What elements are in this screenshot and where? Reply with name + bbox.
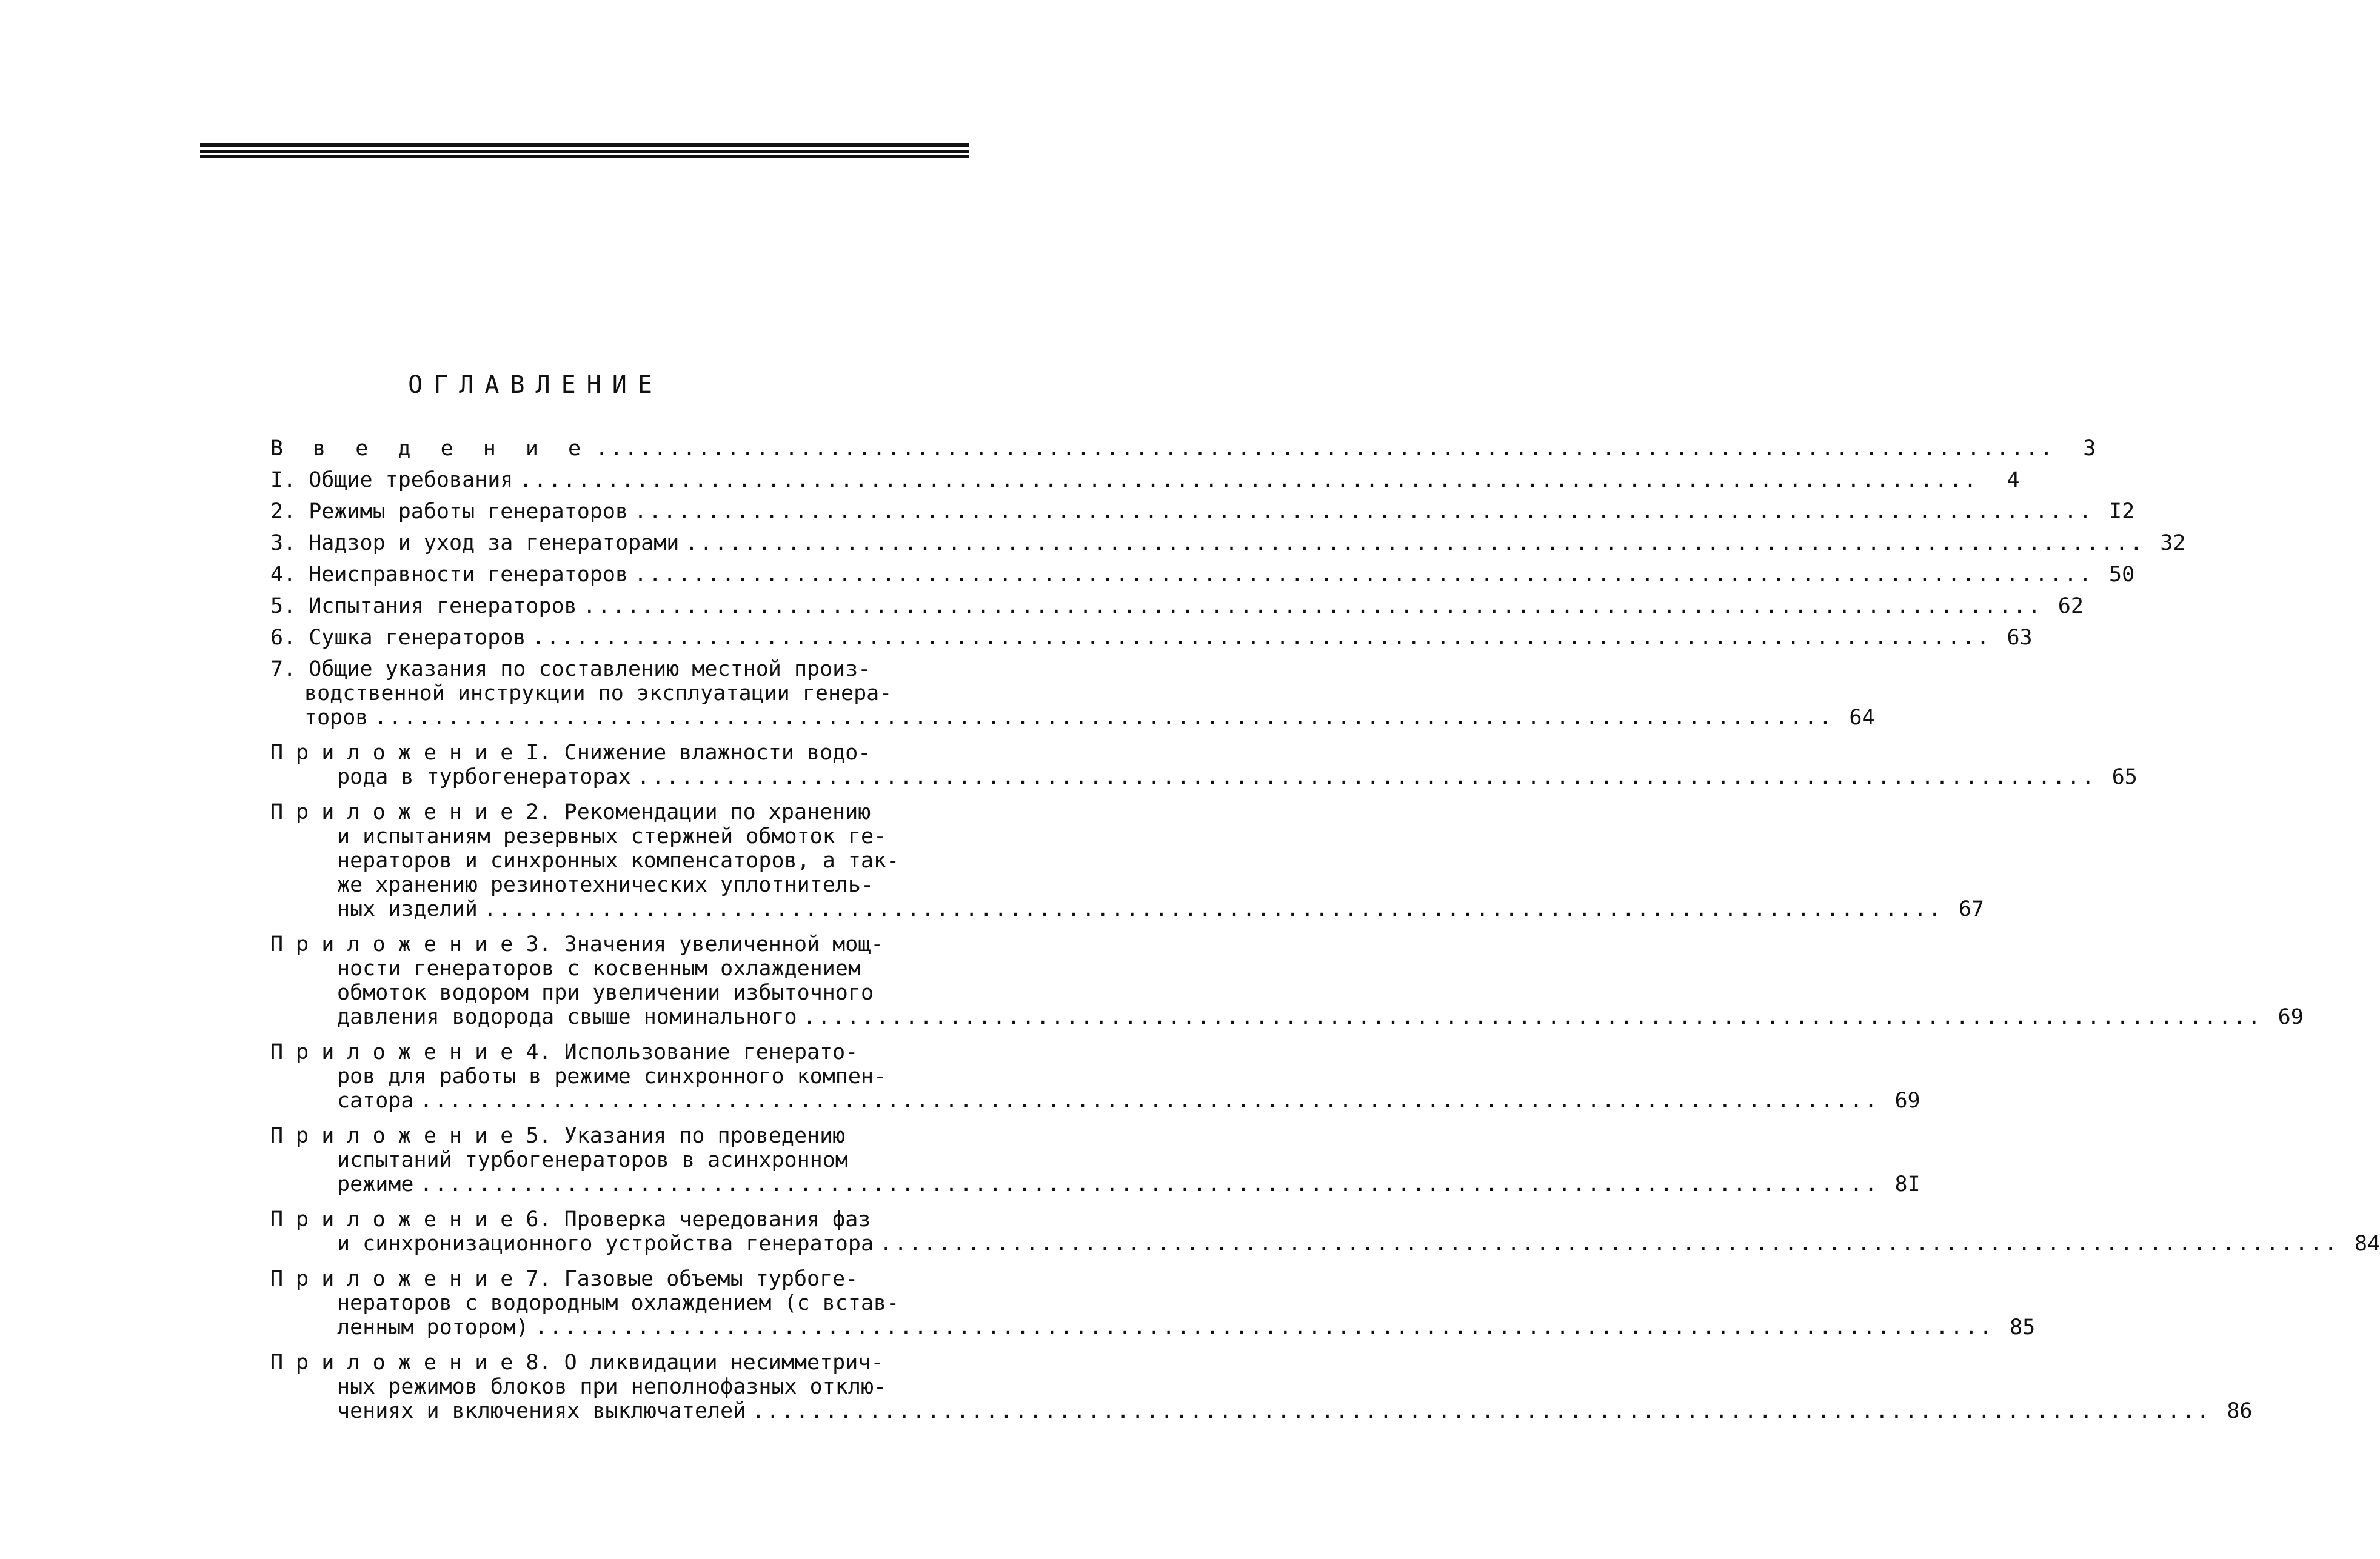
page-number: I2 xyxy=(2109,499,2135,524)
toc-entry-appendix-4 xyxy=(270,1040,1920,1113)
toc-entry-line: П р и л о ж е н и е 2. Рекомендации по хранению xyxy=(270,800,871,824)
toc-entry-line: П р и л о ж е н и е I. Снижение влажности водо- xyxy=(270,741,871,765)
dot-leader: .................................................................................................... xyxy=(595,436,2055,461)
toc-entry-label: и синхронизационного устройства генератора xyxy=(337,1232,874,1256)
page-number: 65 xyxy=(2111,765,2138,789)
toc-entry-label: 3. Надзор и уход за генераторами xyxy=(270,531,680,555)
toc-entry-line: обмоток водором при увеличении избыточного xyxy=(337,981,874,1005)
dot-leader: .................................................................................................... xyxy=(752,1399,2211,1423)
toc-entry-label: сатора xyxy=(337,1089,414,1113)
page-number: 3 xyxy=(2083,436,2096,461)
dot-leader: .................................................................................................... xyxy=(634,499,2094,524)
toc-entry-label: ленным ротором) xyxy=(337,1315,529,1340)
toc-entry-label: рода в турбогенераторах xyxy=(337,765,631,789)
page-title: ОГЛАВЛЕНИЕ xyxy=(408,371,663,399)
toc-entry-appendix-7 xyxy=(270,1267,2036,1340)
toc-entry-line: П р и л о ж е н и е 4. Использование генерато- xyxy=(270,1040,858,1064)
dot-leader: .................................................................................................... xyxy=(803,1005,2262,1029)
toc-entry-appendix-3 xyxy=(270,932,2304,1029)
toc-entry-line: водственной инструкции по эксплуатации генера- xyxy=(304,681,892,706)
page-number: 4 xyxy=(2007,468,2020,492)
toc-entry-section-5 xyxy=(270,594,2084,618)
toc-entry-line: нераторов и синхронных компенсаторов, а так- xyxy=(337,849,900,873)
toc-entry-label: режиме xyxy=(337,1172,414,1197)
toc-entry-line: П р и л о ж е н и е 8. О ликвидации несимметрич- xyxy=(270,1350,884,1375)
toc-entry-section-4 xyxy=(270,563,2135,587)
page-number: 69 xyxy=(1894,1089,1920,1113)
toc-entry-line: ных режимов блоков при неполнофазных отклю- xyxy=(337,1375,887,1399)
toc-entry-appendix-5 xyxy=(270,1124,1920,1197)
toc-entry-appendix-6 xyxy=(270,1207,2380,1256)
page-number: 63 xyxy=(2007,626,2033,650)
toc-entry-label: 6. Сушка генераторов xyxy=(270,626,526,650)
dot-leader: .................................................................................................... xyxy=(532,626,1991,650)
table-of-contents xyxy=(270,436,2380,1423)
toc-entry-section-7 xyxy=(270,657,1875,730)
toc-entry-label: давления водорода свыше номинального xyxy=(337,1005,797,1029)
page-number: 62 xyxy=(2057,594,2084,618)
page-number: 86 xyxy=(2227,1399,2253,1423)
dot-leader: .................................................................................................... xyxy=(634,563,2094,587)
toc-entry-line: и испытаниям резервных стержней обмоток ге- xyxy=(337,824,887,849)
toc-entry-line: П р и л о ж е н и е 5. Указания по проведению xyxy=(270,1124,846,1148)
page-number: 84 xyxy=(2355,1232,2380,1256)
dot-leader: .................................................................................................... xyxy=(483,897,1943,921)
top-rule-middle xyxy=(200,150,969,153)
toc-entry-line: же хранению резинотехнических уплотнитель- xyxy=(337,873,874,897)
page-number: 64 xyxy=(1849,706,1875,730)
toc-entry-section-1 xyxy=(270,468,2020,492)
toc-entry-line: П р и л о ж е н и е 7. Газовые объемы турбоге- xyxy=(270,1267,858,1291)
toc-entry-line: нераторов с водородным охлаждением (с встав- xyxy=(337,1291,900,1315)
page-number: 32 xyxy=(2160,531,2186,555)
page-number: 69 xyxy=(2278,1005,2304,1029)
page-number: 8I xyxy=(1894,1172,1920,1197)
dot-leader: .................................................................................................... xyxy=(420,1172,1879,1197)
toc-entry-label: ных изделий xyxy=(337,897,478,921)
dot-leader: .................................................................................................... xyxy=(685,531,2145,555)
toc-entry-label: чениях и включениях выключателей xyxy=(337,1399,746,1423)
page-number: 67 xyxy=(1958,897,1984,921)
top-rule-thick xyxy=(200,143,969,147)
page-number: 50 xyxy=(2109,563,2135,587)
page-number: 85 xyxy=(2010,1315,2036,1340)
dot-leader: .................................................................................................... xyxy=(637,765,2096,789)
dot-leader: .................................................................................................... xyxy=(880,1232,2339,1256)
dot-leader: .................................................................................................... xyxy=(519,468,1979,492)
dot-leader: .................................................................................................... xyxy=(374,706,1834,730)
dot-leader: .................................................................................................... xyxy=(420,1089,1879,1113)
toc-entry-section-6 xyxy=(270,626,2033,650)
toc-entry-line: П р и л о ж е н и е 6. Проверка чередования фаз xyxy=(270,1207,871,1232)
toc-entry-line: испытаний турбогенераторов в асинхронном xyxy=(337,1148,848,1172)
toc-entry-appendix-1 xyxy=(270,741,2138,789)
toc-entry-label: 2. Режимы работы генераторов xyxy=(270,499,629,524)
top-rule-thin xyxy=(200,155,969,158)
toc-entry-introduction xyxy=(270,436,2096,461)
toc-entry-appendix-8 xyxy=(270,1350,2253,1423)
toc-entry-label: В в е д е н и е xyxy=(270,436,590,461)
dot-leader: .................................................................................................... xyxy=(583,594,2042,618)
toc-entry-section-3 xyxy=(270,531,2186,555)
toc-entry-line: 7. Общие указания по составлению местной произ- xyxy=(270,657,871,681)
toc-entry-label: 4. Неисправности генераторов xyxy=(270,563,629,587)
dot-leader: .................................................................................................... xyxy=(535,1315,1994,1340)
toc-entry-section-2 xyxy=(270,499,2135,524)
toc-entry-label: торов xyxy=(304,706,369,730)
toc-entry-line: ности генераторов с косвенным охлаждением xyxy=(337,956,861,981)
toc-entry-appendix-2 xyxy=(270,800,1984,921)
toc-entry-line: П р и л о ж е н и е 3. Значения увеличенной мощ- xyxy=(270,932,884,956)
toc-entry-label: I. Общие требования xyxy=(270,468,513,492)
toc-entry-line: ров для работы в режиме синхронного компен- xyxy=(337,1064,887,1089)
toc-entry-label: 5. Испытания генераторов xyxy=(270,594,577,618)
